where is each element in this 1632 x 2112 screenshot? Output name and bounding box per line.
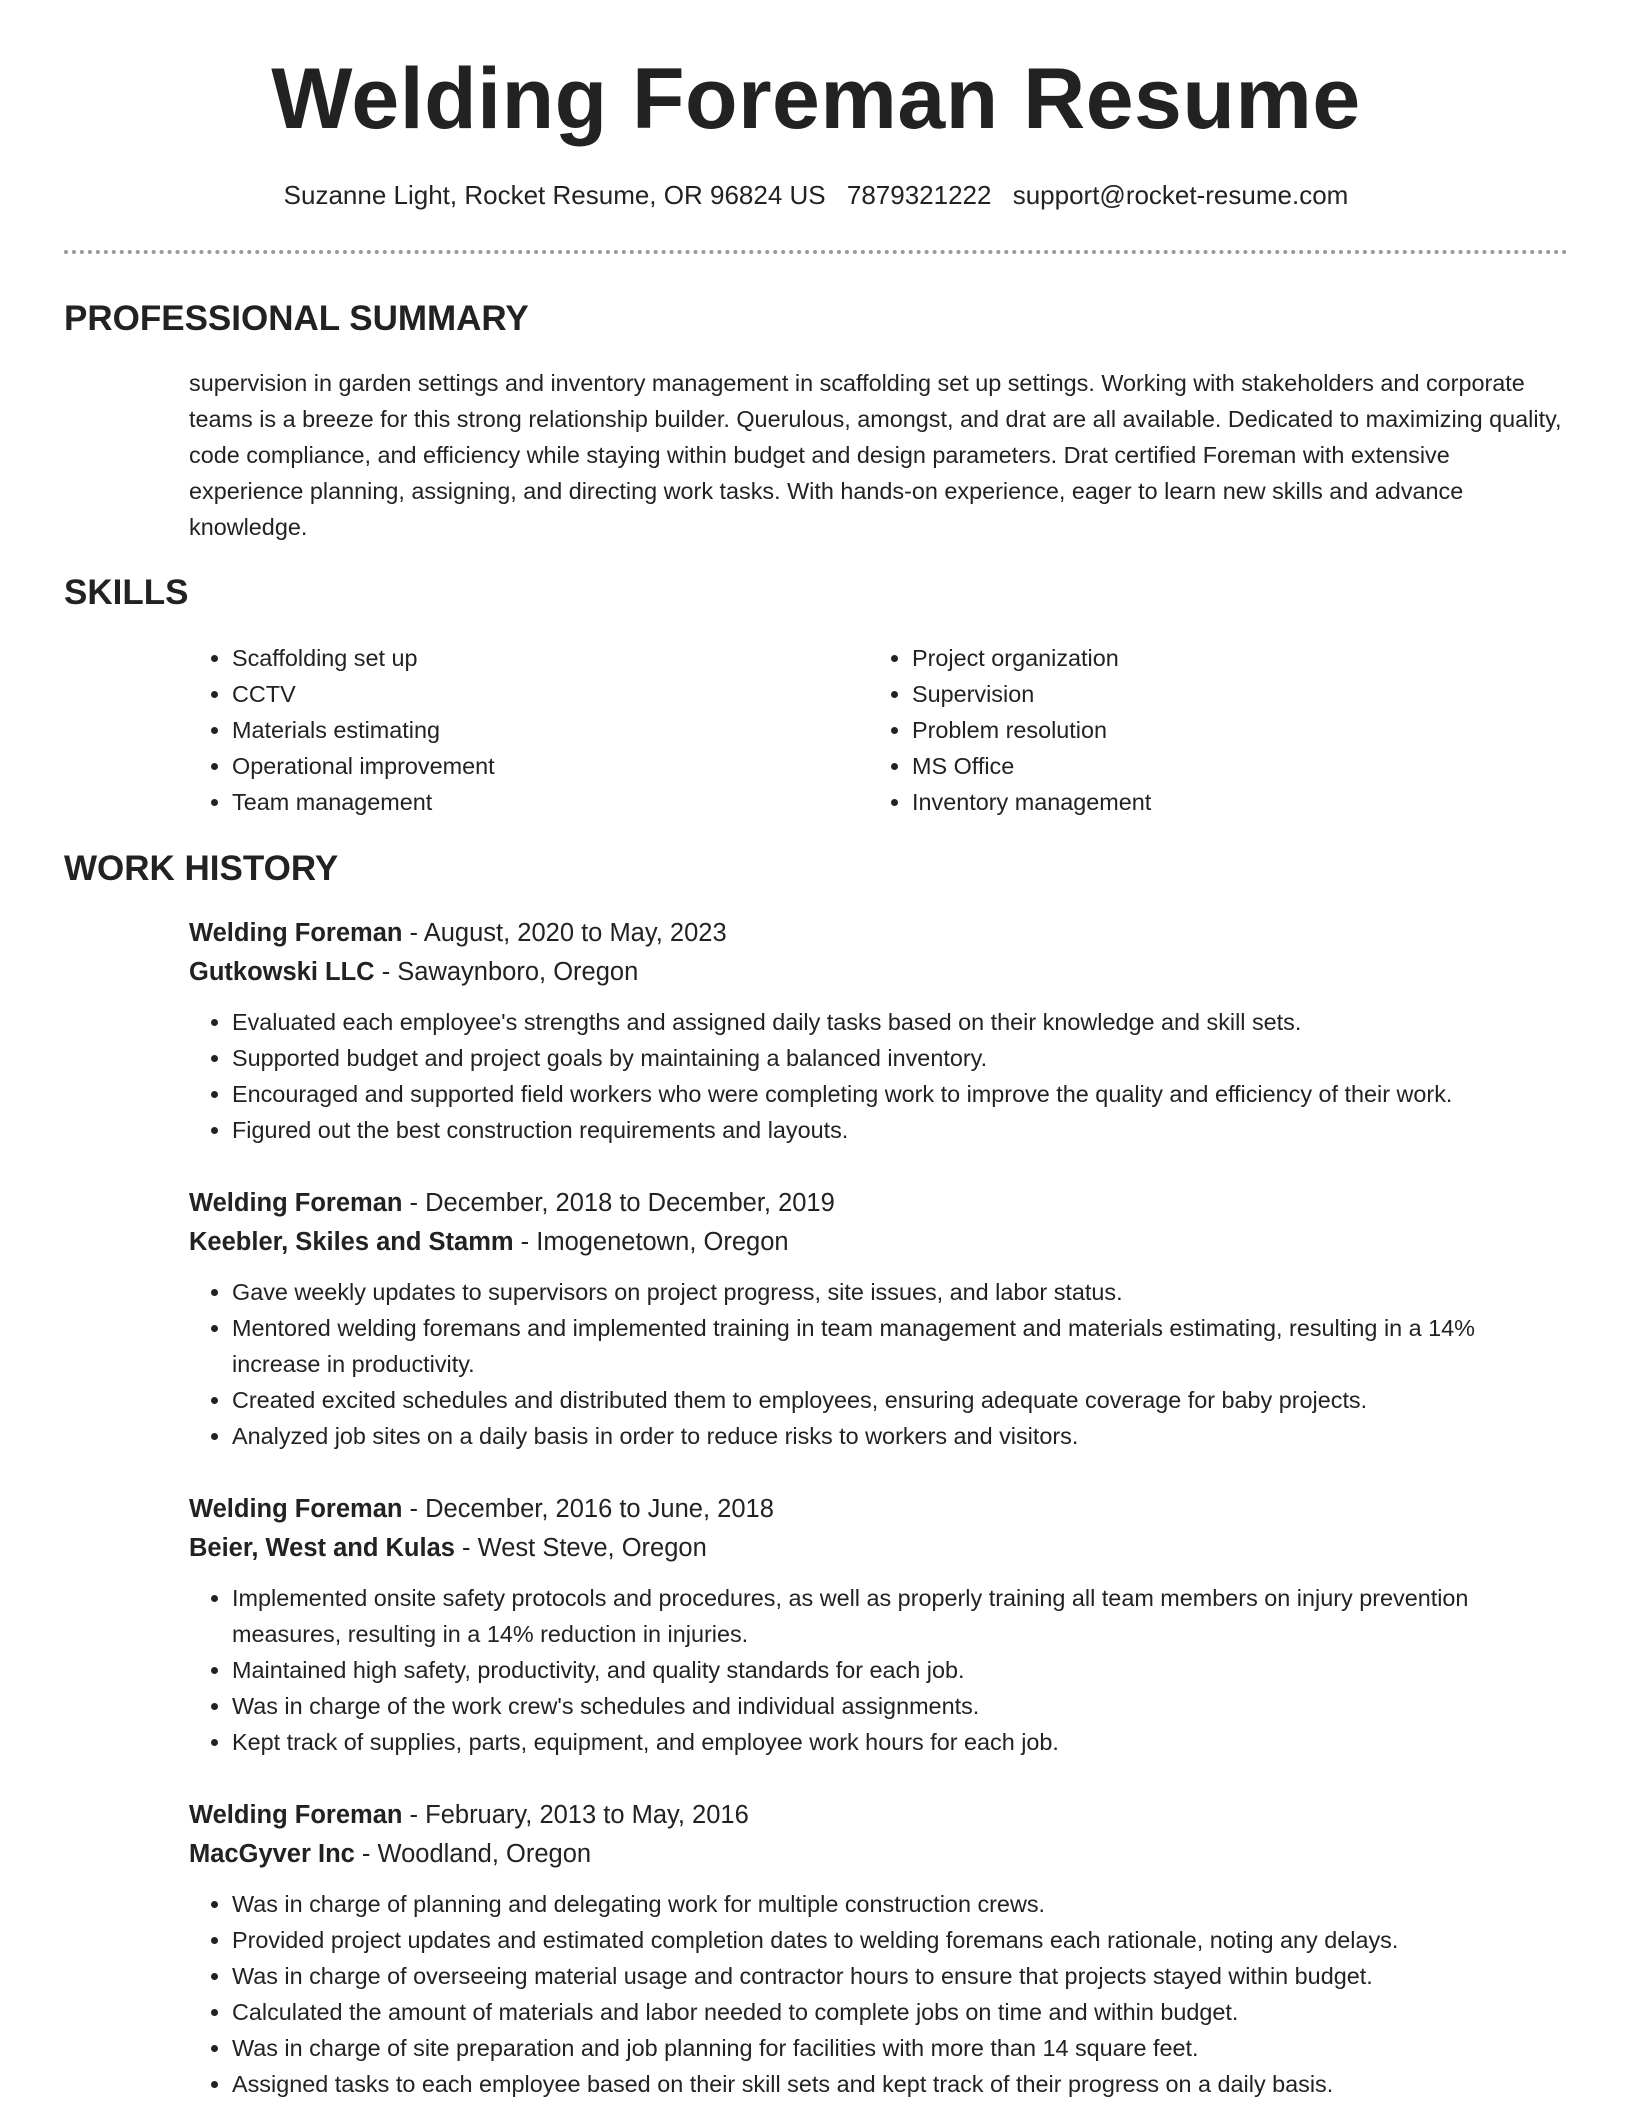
job-bullet: • Evaluated each employee's strengths and assigned daily tasks based on their knowledge and skill sets.	[232, 1004, 1569, 1040]
skills-list-right	[869, 640, 1151, 820]
summary-heading: PROFESSIONAL SUMMARY	[64, 299, 529, 338]
job-bullet: • Kept track of supplies, parts, equipment, and employee work hours for each job.	[232, 1724, 1569, 1760]
job-title-line	[189, 1490, 1569, 1529]
skill-item: • Materials estimating	[232, 712, 495, 748]
skills-heading: SKILLS	[64, 573, 189, 612]
job-title: Welding Foreman	[189, 1801, 403, 1829]
job-company: Keebler, Skiles and Stamm	[189, 1228, 514, 1256]
skill-item: • Inventory management	[912, 784, 1151, 820]
skill-item: • Operational improvement	[232, 748, 495, 784]
job-bullet: • Was in charge of planning and delegating work for multiple construction crews.	[232, 1886, 1569, 1922]
job-bullets	[189, 1886, 1569, 2102]
job-title: Welding Foreman	[189, 1495, 403, 1523]
job-location: - Imogenetown, Oregon	[513, 1228, 789, 1256]
job-entry	[189, 1184, 1569, 1454]
job-bullet: • Was in charge of site preparation and job planning for facilities with more than 14 square feet.	[232, 2030, 1569, 2066]
resume-title: Welding Foreman Resume	[271, 51, 1361, 147]
skills-list-left	[189, 640, 495, 820]
job-company: Beier, West and Kulas	[189, 1534, 455, 1562]
job-bullet: • Analyzed job sites on a daily basis in order to reduce risks to workers and visitors.	[232, 1418, 1569, 1454]
work-history-heading: WORK HISTORY	[64, 849, 339, 888]
summary-text: supervision in garden settings and inventory management in scaffolding set up settings. Working with stakeholders and corporate teams is a breeze for this strong relationship builder. Querulous, amongst, and drat are all available. Dedicated to maximizing quality, code compliance, and efficiency while staying within budget and design parameters. Drat certified Foreman with extensive experience planning, assigning, and directing work tasks. With hands-on experience, eager to learn new skills and advance knowledge.	[189, 370, 1562, 540]
job-location: - Woodland, Oregon	[354, 1840, 592, 1868]
job-company-line	[189, 1835, 1569, 1874]
skill-item: • Team management	[232, 784, 495, 820]
skill-item: • CCTV	[232, 676, 495, 712]
skill-item: • Problem resolution	[912, 712, 1151, 748]
job-title: Welding Foreman	[189, 919, 403, 947]
job-title-line	[189, 1796, 1569, 1835]
job-title-line	[189, 1184, 1569, 1223]
job-company-line	[189, 1529, 1569, 1568]
job-bullet: • Created excited schedules and distributed them to employees, ensuring adequate coverage for baby projects.	[232, 1382, 1569, 1418]
job-dates: - December, 2016 to June, 2018	[402, 1495, 774, 1523]
contact-address: Suzanne Light, Rocket Resume, OR 96824 US	[283, 180, 826, 210]
job-bullet: • Maintained high safety, productivity, and quality standards for each job.	[232, 1652, 1569, 1688]
job-bullet: • Figured out the best construction requirements and layouts.	[232, 1112, 1569, 1148]
job-bullet: • Was in charge of overseeing material usage and contractor hours to ensure that projects stayed within budget.	[232, 1958, 1569, 1994]
job-company-line	[189, 1223, 1569, 1262]
job-bullet: • Provided project updates and estimated completion dates to welding foremans each rationale, noting any delays.	[232, 1922, 1569, 1958]
job-bullet: • Implemented onsite safety protocols and procedures, as well as properly training all team members on injury prevention measures, resulting in a 14% reduction in injuries.	[232, 1580, 1569, 1652]
job-title-line	[189, 914, 1569, 953]
job-bullets	[189, 1580, 1569, 1760]
job-entry	[189, 914, 1569, 1148]
skill-item: • MS Office	[912, 748, 1151, 784]
job-bullet: • Was in charge of the work crew's schedules and individual assignments.	[232, 1688, 1569, 1724]
job-dates: - August, 2020 to May, 2023	[402, 919, 727, 947]
job-location: - Sawaynboro, Oregon	[374, 958, 639, 986]
job-company: Gutkowski LLC	[189, 958, 375, 986]
job-bullet: • Mentored welding foremans and implemented training in team management and materials estimating, resulting in a 14% increase in productivity.	[232, 1310, 1569, 1382]
job-title: Welding Foreman	[189, 1189, 403, 1217]
job-bullet: • Encouraged and supported field workers who were completing work to improve the quality and efficiency of their work.	[232, 1076, 1569, 1112]
job-bullet: • Calculated the amount of materials and labor needed to complete jobs on time and within budget.	[232, 1994, 1569, 2030]
contact-line	[0, 180, 1632, 211]
job-company: MacGyver Inc	[189, 1840, 355, 1868]
job-bullet: • Gave weekly updates to supervisors on project progress, site issues, and labor status.	[232, 1274, 1569, 1310]
job-dates: - February, 2013 to May, 2016	[402, 1801, 749, 1829]
header-divider	[64, 250, 1568, 254]
job-dates: - December, 2018 to December, 2019	[402, 1189, 835, 1217]
job-bullet: • Assigned tasks to each employee based on their skill sets and kept track of their progress on a daily basis.	[232, 2066, 1569, 2102]
skill-item: • Scaffolding set up	[232, 640, 495, 676]
skill-item: • Project organization	[912, 640, 1151, 676]
job-bullet: • Supported budget and project goals by maintaining a balanced inventory.	[232, 1040, 1569, 1076]
job-company-line	[189, 953, 1569, 992]
job-bullets	[189, 1004, 1569, 1148]
job-bullets	[189, 1274, 1569, 1454]
contact-phone: 7879321222	[846, 180, 992, 210]
job-entry	[189, 1796, 1569, 2102]
job-entry	[189, 1490, 1569, 1760]
job-location: - West Steve, Oregon	[454, 1534, 707, 1562]
contact-email: support@rocket-resume.com	[1012, 180, 1349, 210]
skill-item: • Supervision	[912, 676, 1151, 712]
